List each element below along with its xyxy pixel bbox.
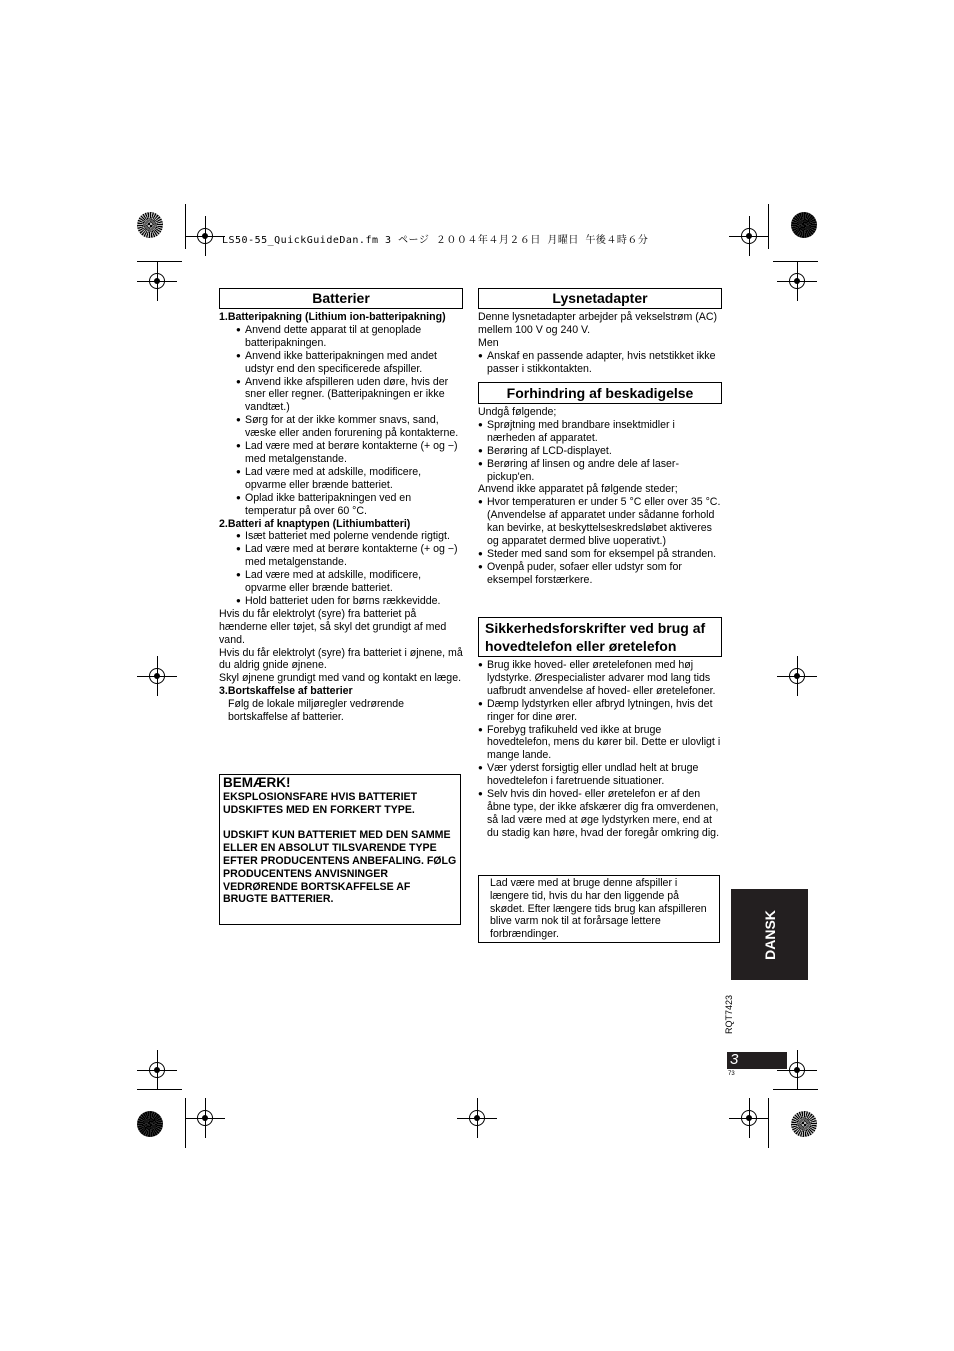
page-sub-number: 73 [728,1071,735,1077]
list-item: ● Anvend ikke afspilleren uden døre, hvis der sner eller regner. (Batteripakningen er ikke vandtæt.) [219,376,464,415]
paragraph: Hvis du får elektrolyt (syre) fra batteriet i øjnene, må du aldrig gnide øjnene. [219,646,463,672]
list-item: ● Berøring af linsen og andre dele af laser-pickup'en. [478,458,723,484]
paragraph: Men [478,336,499,349]
paragraph: Denne lysnetadapter arbejder på vekselstrøm (AC) mellem 100 V og 240 V. [478,311,718,336]
language-tab [731,889,808,980]
trim-line [185,204,186,249]
section-title-lysnetadapter: Lysnetadapter [478,288,722,309]
list-item: ● Oplad ikke batteripakningen ved en temperatur på over 60 °C. [219,492,464,518]
subheading: 2.Batteri af knaptypen (Lithiumbatteri) [219,517,411,530]
list-item: ● Sørg for at der ikke kommer snavs, sand, væske eller anden forurening på kontakterne. [219,414,464,440]
warning-text: UDSKIFT KUN BATTERIET MED DEN SAMME ELLER EN ABSOLUT TILSVARENDE TYPE EFTER PRODUCENTENS ANBEFALING. FØLG PRODUCENTENS ANVISNINGER VEDRØRENDE BORTSKAFFELSE AF BRUGTE BATTERIER. [223,829,457,906]
list-item: ● Hvor temperaturen er under 5 °C eller over 35 °C. (Anvendelse af apparatet under sådanne forhold kan bevirke, at beskyttelseskredsløbet aktiveres og apparatet dermed blive uoperativt.) [478,496,723,548]
trim-line [773,261,818,262]
list-item: ● Hold batteriet uden for børns rækkevidde. [219,595,464,608]
warning-title: BEMÆRK! [223,775,291,790]
doc-code: RQT7423 [724,994,734,1034]
list-item: ● Steder med sand som for eksempel på stranden. [478,548,723,561]
list-item: ● Selv hvis din hoved- eller øretelefon er af den åbne type, der ikke afskærer dig fra omverdenen, så lad være med at øge lydstyrken mere, end at du stadig kan høre, hvad der foregår omkring dig. [478,788,723,840]
color-bar-rosette [137,1111,163,1137]
color-bar-rosette [137,212,163,238]
trim-line [137,1089,182,1090]
trim-line [768,1098,769,1148]
page-number: 3 [730,1051,739,1068]
trim-line [768,204,769,249]
paragraph: Hvis du får elektrolyt (syre) fra batteriet på hænderne eller tøjet, så skyl det grundigt af med vand. [219,607,447,646]
list-item: ● Dæmp lydstyrken eller afbryd lytningen, hvis det ringer for dine ører. [478,698,723,724]
list-item: ● Ovenpå puder, sofaer eller udstyr som for eksempel forstærkere. [478,561,723,587]
color-bar-rosette [791,1111,817,1137]
file-header: LS50-55_QuickGuideDan.fm 3 ページ ２００４年４月２６日 月曜日 午後４時６分 [222,235,649,246]
list-item: ● Anvend ikke batteripakningen med andet udstyr end den specificerede afspiller. [219,350,464,376]
list-item: ● Lad være med at adskille, modificere, opvarme eller brænde batteriet. [219,466,464,492]
paragraph: Følg de lokale miljøregler vedrørende bortskaffelse af batterier. [228,698,405,724]
color-bar-rosette [791,212,817,238]
list-item: ● Anskaf en passende adapter, hvis netstikket ikke passer i stikkontakten. [478,350,723,376]
damage-section [478,406,723,587]
paragraph: Anvend ikke apparatet på følgende steder; [478,483,678,496]
section-title-sikkerhed: Sikkerhedsforskrifter ved brug af hovedtelefon eller øretelefon [478,617,722,657]
list-item: ● Forebyg trafikuheld ved ikke at bruge hovedtelefon, mens du kører bil. Dette er ulovligt i mange lande. [478,724,723,763]
list-item: ● Vær yderst forsigtig eller undlad helt at bruge hovedtelefon i faretruende situationer. [478,762,723,788]
list-item: ● Anvend dette apparat til at genoplade batteripakningen. [219,324,464,350]
warning-box [219,774,461,925]
list-item: ● Brug ikke hoved- eller øretelefonen med høj lydstyrke. Ørespecialister advarer mod lang tids uafbrudt anvendelse af hoved- eller øretelefoner. [478,659,723,698]
list-item: ● Lad være med at adskille, modificere, opvarme eller brænde batteriet. [219,569,464,595]
left-column [219,311,464,724]
safety-section [478,659,723,840]
list-item: ● Sprøjtning med brandbare insektmidler i nærheden af apparatet. [478,419,723,445]
subheading: 3.Bortskaffelse af batterier [219,685,353,698]
list-item: ● Isæt batteriet med polerne vendende rigtigt. [219,530,464,543]
paragraph: Skyl øjnene grundigt med vand og kontakt en læge. [219,672,462,685]
section-title-batterier: Batterier [219,288,463,309]
trim-line [137,261,182,262]
section-title-beskadigelse: Forhindring af beskadigelse [478,382,722,404]
language-tab-label: DANSK [761,909,778,960]
paragraph: Undgå følgende; [478,406,557,418]
list-item: ● Lad være med at berøre kontakterne (+ og −) med metalgenstande. [219,440,464,466]
note-box: Lad være med at bruge denne afspiller i længere tid, hvis du har den liggende på skødet. Efter længere tids brug kan afspilleren blive varm nok til at forårsage lettere forbrændinger. [478,875,720,943]
list-item: ● Berøring af LCD-displayet. [478,445,723,458]
subheading: 1.Batteripakning (Lithium ion-batteripakning) [219,311,446,323]
trim-line [773,1089,818,1090]
list-item: ● Lad være med at berøre kontakterne (+ og −) med metalgenstande. [219,543,464,569]
warning-text: EKSPLOSIONSFARE HVIS BATTERIET UDSKIFTES MED EN FORKERT TYPE. [223,791,418,816]
adapter-section [478,311,723,376]
trim-line [185,1098,186,1148]
